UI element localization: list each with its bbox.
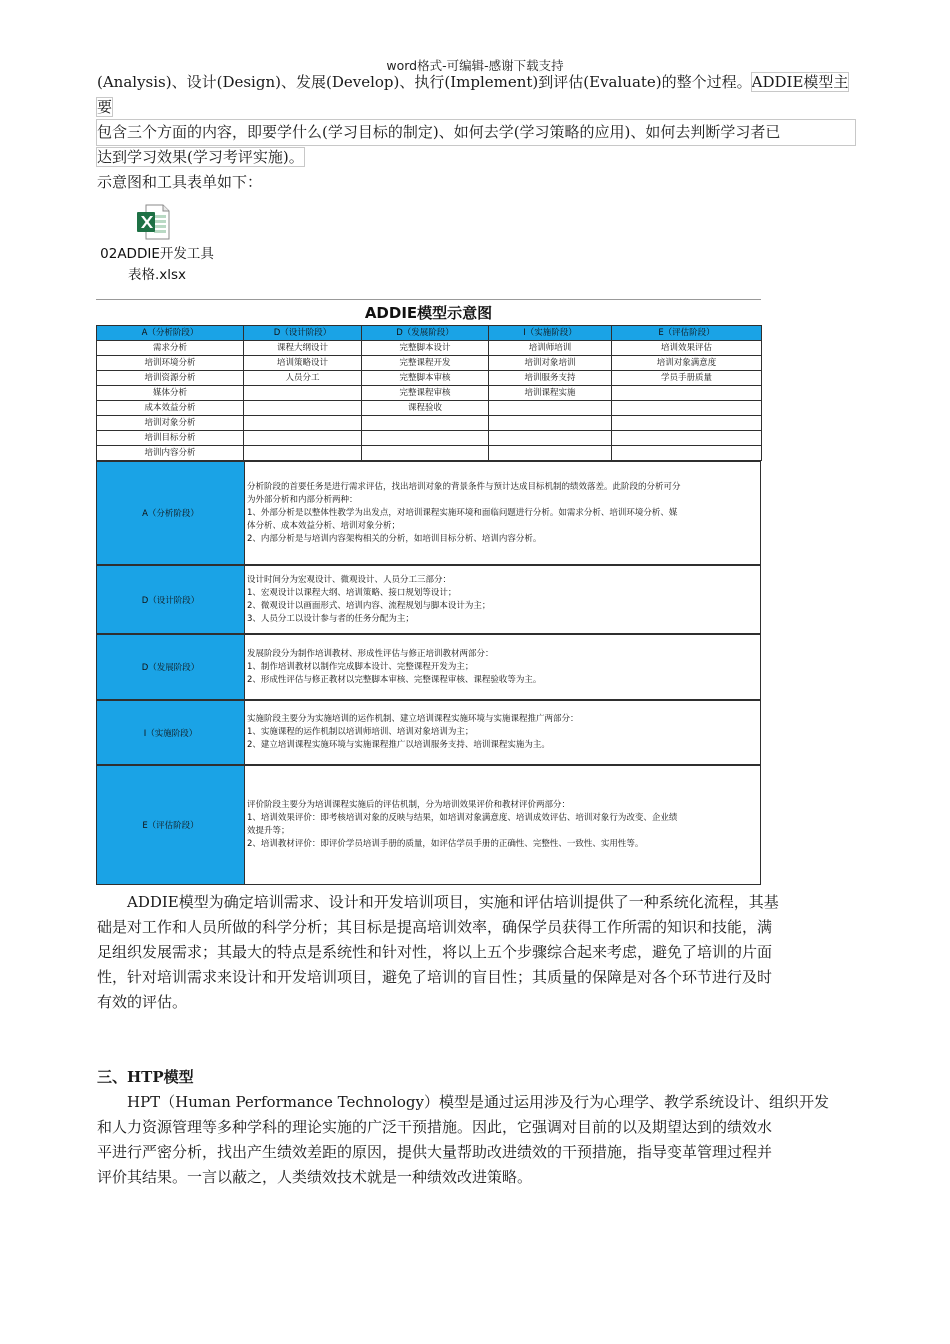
summary-line: 有效的评估。 [97, 993, 188, 1011]
phase-task-row [97, 416, 762, 431]
phase-task-row [97, 446, 762, 461]
description-line: 1、实施课程的运作机制以培训师培训、培训对象培训为主； [247, 727, 474, 737]
phase-task-row [97, 431, 762, 446]
phase-task-cell: 培训课程实施 [489, 386, 612, 401]
phase-description-label: I（实施阶段） [97, 701, 245, 765]
phase-task-cell: 培训对象分析 [97, 416, 244, 431]
phase-task-cell [244, 386, 362, 401]
attachment-filename-line1: 02ADDIE开发工具 [100, 246, 214, 262]
phase-description-text [245, 766, 761, 885]
description-line: 1、外部分析是以整体性教学为出发点，对培训课程实施环境和面临问题进行分析。如需求分析、培训环境分析、媒 [247, 507, 678, 518]
phase-description-label: A（分析阶段） [97, 462, 245, 565]
hpt-line: 平进行严密分析，找出产生绩效差距的原因，提供大量帮助改进绩效的干预措施，指导变革管理过程并 [97, 1143, 773, 1161]
phase-description-label: D（设计阶段） [97, 566, 245, 634]
phase-header-cell: I（实施阶段） [489, 326, 612, 341]
phase-task-cell [489, 431, 612, 446]
phase-description-text [245, 635, 761, 700]
attachment-filename-line2: 表格.xlsx [127, 267, 187, 283]
description-line: 2、微观设计以画面形式、培训内容、流程规划与脚本设计为主； [247, 600, 491, 611]
summary-line: 足组织发展需求；其最大的特点是系统性和针对性，将以上五个步骤综合起来考虑，避免了培训的片面 [97, 943, 773, 961]
description-line: 为外部分析和内部分析两种： [247, 494, 358, 505]
intro-line-3: 达到学习效果(学习考评实施)。 [97, 148, 304, 166]
description-line: 分析阶段的首要任务是进行需求评估，找出培训对象的背景条件与预计达成目标机制的绩效落差。此阶段的分析可分 [247, 481, 681, 492]
description-line: 实施阶段主要分为实施培训的运作机制、建立培训课程实施环境与实施课程推广两部分： [247, 714, 579, 724]
phase-task-cell: 培训对象培训 [489, 356, 612, 371]
phase-description-text [245, 462, 761, 565]
addie-diagram-table [96, 299, 761, 859]
phase-task-cell: 培训对象满意度 [612, 356, 762, 371]
phase-task-cell [489, 401, 612, 416]
phase-description-block [96, 461, 761, 565]
phase-task-cell: 培训环境分析 [97, 356, 244, 371]
hpt-paragraph [97, 1090, 855, 1190]
phase-header-cell: D（发展阶段） [362, 326, 489, 341]
description-line: 2、建立培训课程实施环境与实施课程推广以培训服务支持、培训课程实施为主。 [247, 740, 550, 750]
phase-task-cell [612, 401, 762, 416]
phase-task-cell: 完整脚本审核 [362, 371, 489, 386]
description-line: 3、人员分工以设计参与者的任务分配为主； [247, 613, 414, 624]
phase-task-cell: 培训策略设计 [244, 356, 362, 371]
description-line: 体分析、成本效益分析、培训对象分析； [247, 520, 401, 531]
intro-line-1b: ADDIE模型主要 [97, 73, 849, 116]
phase-task-cell: 需求分析 [97, 341, 244, 356]
phase-task-cell [244, 401, 362, 416]
phase-task-cell: 人员分工 [244, 371, 362, 386]
phase-task-row [97, 371, 762, 386]
diagram-caption: 示意图和工具表单如下： [97, 173, 263, 191]
description-line: 1、制作培训教材以制作完成脚本设计、完整课程开发为主； [247, 661, 474, 672]
phase-task-row [97, 386, 762, 401]
phase-task-cell [244, 431, 362, 446]
phase-task-row [97, 401, 762, 416]
addie-summary-paragraph [97, 890, 855, 1015]
phase-header-row [97, 326, 762, 341]
phase-task-cell: 学员手册质量 [612, 371, 762, 386]
phase-task-cell [244, 416, 362, 431]
phase-task-cell: 培训师培训 [489, 341, 612, 356]
phase-description-label: E（评估阶段） [97, 766, 245, 885]
phase-task-cell [244, 446, 362, 461]
summary-line: 性，针对培训需求来设计和开发培训项目，避免了培训的盲目性；其质量的保障是对各个环节进行及时 [97, 968, 773, 986]
addie-phase-grid [96, 325, 762, 461]
summary-line: ADDIE模型为确定培训需求、设计和开发培训项目，实施和评估培训提供了一种系统化流程，其基 [127, 893, 779, 911]
phase-task-cell: 培训资源分析 [97, 371, 244, 386]
page-header: word格式-可编辑-感谢下载支持 [386, 58, 564, 73]
phase-description-block [96, 634, 761, 700]
description-line: 1、培训效果评价：即考核培训对象的反映与结果，如培训对象满意度、培训成效评估、培训对象行为改变、企业绩 [247, 813, 678, 823]
description-line: 评价阶段主要分为培训课程实施后的评估机制，分为培训效果评价和教材评价两部分： [247, 800, 571, 810]
phase-task-cell: 成本效益分析 [97, 401, 244, 416]
phase-task-cell: 课程大纲设计 [244, 341, 362, 356]
phase-task-cell: 完整课程审核 [362, 386, 489, 401]
summary-line: 础是对工作和人员所做的科学分析；其目标是提高培训效率，确保学员获得工作所需的知识和技能，满 [97, 918, 773, 936]
phase-task-cell [362, 416, 489, 431]
phase-task-cell: 培训服务支持 [489, 371, 612, 386]
phase-task-row [97, 356, 762, 371]
phase-task-cell [362, 431, 489, 446]
phase-description-block [96, 765, 761, 885]
description-line: 2、内部分析是与培训内容架构相关的分析，如培训目标分析、培训内容分析。 [247, 533, 542, 544]
phase-description-block [96, 565, 761, 634]
description-line: 2、形成性评估与修正教材以完整脚本审核、完整课程审核、课程验收等为主。 [247, 674, 542, 685]
phase-description-text [245, 566, 761, 634]
section-heading: 三、HTP模型 [97, 1068, 194, 1086]
phase-task-cell [489, 416, 612, 431]
phase-header-cell: A（分析阶段） [97, 326, 244, 341]
phase-header-cell: D（设计阶段） [244, 326, 362, 341]
phase-task-cell [612, 446, 762, 461]
intro-paragraph [97, 70, 855, 170]
phase-header-cell: E（评估阶段） [612, 326, 762, 341]
intro-line-1a: (Analysis)、设计(Design)、发展(Develop)、执行(Implement)到评估(Evaluate)的整个过程。 [97, 73, 752, 91]
hpt-line: 评价其结果。一言以蔽之，人类绩效技术就是一种绩效改进策略。 [97, 1168, 533, 1186]
hpt-line: HPT（Human Performance Technology）模型是通过运用涉及行为心理学、教学系统设计、组织开发 [127, 1093, 829, 1111]
phase-task-cell [612, 431, 762, 446]
phase-description-text [245, 701, 761, 765]
description-line: 设计时间分为宏观设计、微观设计、人员分工三部分： [247, 574, 452, 585]
addie-table-title: ADDIE模型示意图 [96, 299, 761, 326]
intro-line-2: 包含三个方面的内容，即要学什么(学习目标的制定)、如何去学(学习策略的应用)、如何去判断学习者已 [97, 120, 855, 145]
description-line: 发展阶段分为制作培训教材、形成性评估与修正培训教材两部分： [247, 648, 494, 659]
hpt-line: 和人力资源管理等多种学科的理论实施的广泛干预措施。因此，它强调对目前的以及期望达到的绩效水 [97, 1118, 773, 1136]
phase-task-cell: 培训目标分析 [97, 431, 244, 446]
excel-file-icon [136, 204, 170, 240]
phase-task-cell: 培训效果评估 [612, 341, 762, 356]
phase-task-cell: 培训内容分析 [97, 446, 244, 461]
description-line: 效提升等； [247, 826, 290, 836]
description-line: 2、培训教材评价：即评价学员培训手册的质量，如评估学员手册的正确性、完整性、一致性、实用性等。 [247, 839, 644, 849]
phase-task-cell: 课程验收 [362, 401, 489, 416]
phase-task-cell: 媒体分析 [97, 386, 244, 401]
phase-task-cell: 完整脚本设计 [362, 341, 489, 356]
phase-task-cell [489, 446, 612, 461]
attachment-filename [97, 244, 217, 286]
phase-description-block [96, 700, 761, 765]
phase-task-cell [612, 416, 762, 431]
phase-description-label: D（发展阶段） [97, 635, 245, 700]
phase-task-cell [362, 446, 489, 461]
phase-task-cell: 完整课程开发 [362, 356, 489, 371]
phase-task-cell [612, 386, 762, 401]
phase-task-row [97, 341, 762, 356]
description-line: 1、宏观设计以课程大纲、培训策略、接口规划等设计； [247, 587, 457, 598]
